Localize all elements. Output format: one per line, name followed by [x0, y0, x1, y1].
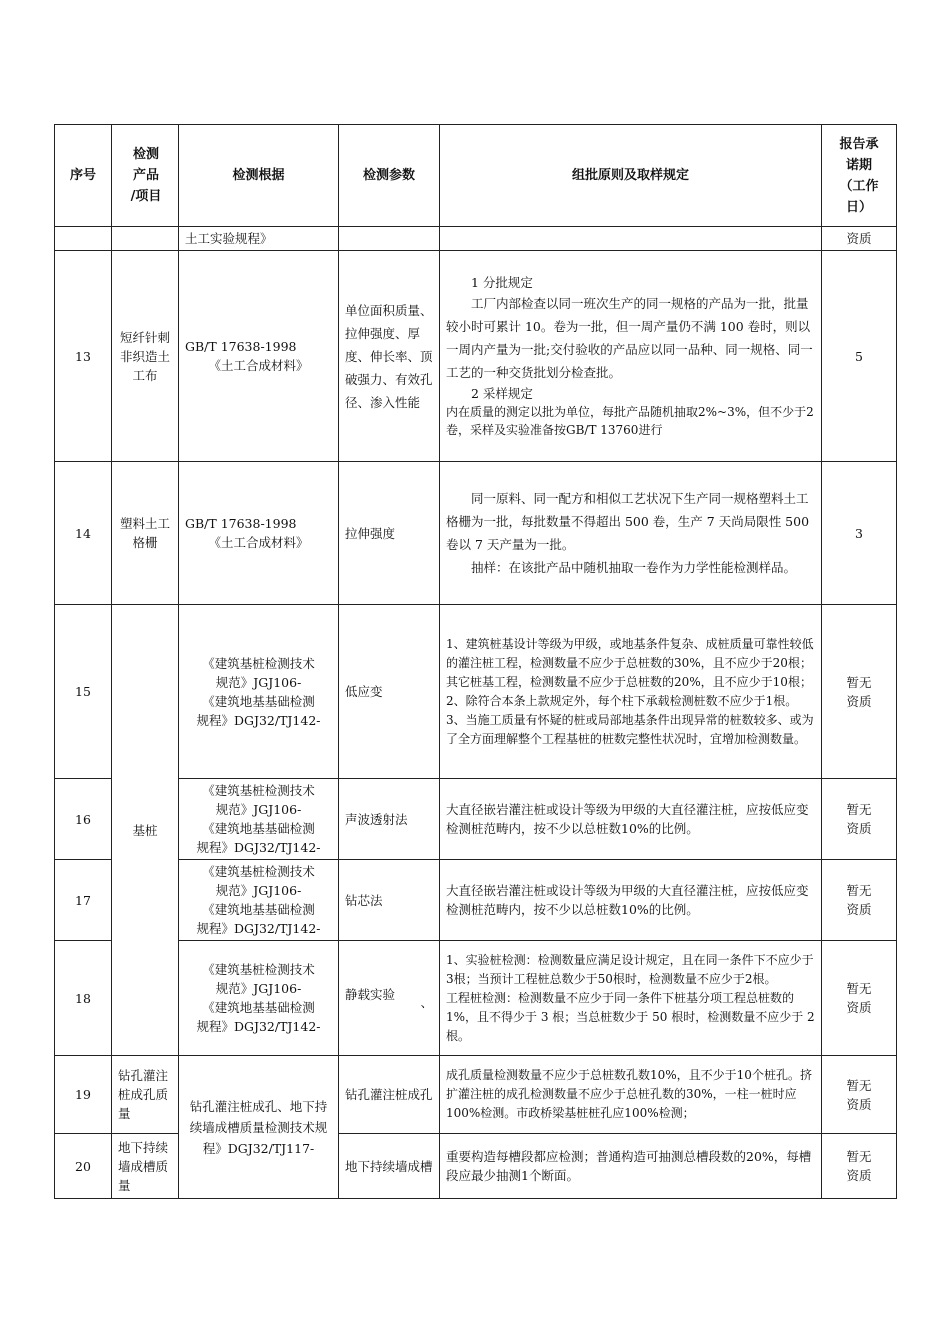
seq-cell: 13: [55, 251, 112, 462]
params-cell: 低应变: [339, 605, 440, 779]
period-cell: 3: [822, 462, 897, 605]
period-cell: 暂无 资质: [822, 860, 897, 941]
product-cell: 地下持续墙成槽质量: [112, 1134, 179, 1199]
period-cell: 暂无 资质: [822, 605, 897, 779]
seq-cell: 20: [55, 1134, 112, 1199]
rule-cell: 同一原料、同一配方和相似工艺状况下生产同一规格塑料土工格栅为一批，每批数量不得超出 500 卷，生产 7 天尚局限性 500 卷以 7 天产量为一批。 抽样：在该批产品中随机抽取一卷作为力学性能检测样品。: [440, 462, 822, 605]
header-seq: 序号: [55, 125, 112, 227]
table-row-13: [55, 251, 897, 462]
period-cell: 暂无 资质: [822, 1056, 897, 1134]
period-cell: 暂无 资质: [822, 941, 897, 1056]
params-cell: 静载实验 、: [339, 941, 440, 1056]
header-basis: 检测根据: [179, 125, 339, 227]
params-cell: 拉伸强度: [339, 462, 440, 605]
basis-cell-shared: 钻孔灌注桩成孔、地下持续墙成槽质量检测技术规程》DGJ32/TJ117-: [179, 1056, 339, 1199]
rule-cell: 成孔质量检测数量不应少于总桩数孔数10%，且不少于10个桩孔。挤扩灌注桩的成孔检测数量不应少于总桩孔数的30%，一柱一桩时应100%检测。市政桥梁基桩桩孔应100%检测；: [440, 1056, 822, 1134]
params-cell: 钻芯法: [339, 860, 440, 941]
seq-cell: 16: [55, 779, 112, 860]
period-cell: 5: [822, 251, 897, 462]
product-cell: 塑料土工格栅: [112, 462, 179, 605]
product-cell: 短纤针刺非织造土工布: [112, 251, 179, 462]
table-row-16: [55, 779, 897, 860]
basis-cell: 土工实验规程》: [179, 227, 339, 251]
table-row-continued: [55, 227, 897, 251]
header-rule: 组批原则及取样规定: [440, 125, 822, 227]
product-cell: 钻孔灌注桩成孔质量: [112, 1056, 179, 1134]
rule-cell: 重要构造每槽段都应检测；普通构造可抽测总槽段数的20%，每槽段应最少抽测1个断面。: [440, 1134, 822, 1199]
inspection-table: [54, 124, 897, 1199]
table-row-14: [55, 462, 897, 605]
basis-cell: 《建筑基桩检测技术 规范》JGJ106- 《建筑地基基础检测 规程》DGJ32/TJ142-: [179, 941, 339, 1056]
rule-cell: 1、建筑桩基设计等级为甲级，或地基条件复杂、成桩质量可靠性较低的灌注桩工程，检测数量不应少于总桩数的30%，且不应少于20根；其它桩基工程，检测数量不应少于总桩数的20%，且不应少于10根； 2、除符合本条上款规定外，每个柱下承载检测桩数不应少于1根。 3、当施工质量有怀疑的桩或局部地基条件出现异常的桩数较多、或为了全方面理解整个工程基桩的桩数完整性状况时，宜增加检测数量。: [440, 605, 822, 779]
params-cell: 单位面积质量、拉伸强度、厚度、伸长率、顶破强力、有效孔径、渗入性能: [339, 251, 440, 462]
seq-cell: 18: [55, 941, 112, 1056]
rule-cell: 大直径嵌岩灌注桩或设计等级为甲级的大直径灌注桩，应按低应变检测桩范畴内，按不少以总桩数10%的比例。: [440, 860, 822, 941]
header-period: 报告承 诺期 （工作 日）: [822, 125, 897, 227]
basis-cell: GB/T 17638-1998 《土工合成材料》: [179, 462, 339, 605]
seq-cell: 19: [55, 1056, 112, 1134]
params-mark: 、: [420, 994, 433, 1010]
table-row-19: [55, 1056, 897, 1134]
basis-cell: 《建筑基桩检测技术 规范》JGJ106- 《建筑地基基础检测 规程》DGJ32/TJ142-: [179, 860, 339, 941]
product-cell-pile: 基桩: [112, 605, 179, 1056]
rule-cell: 1 分批规定 工厂内部检查以同一班次生产的同一规格的产品为一批，批量较小时可累计 10。卷为一批，但一周产量仍不满 100 卷时，则以一周内产量为一批;交付验收的产品应以同一品种、同一规格、同一工艺的一种交货批划分检查批。 2 采样规定 内在质量的测定以批为单位，每批产品随机抽取2%~3%，但不少于2卷，采样及实验准备按GB/T 13760进行: [440, 251, 822, 462]
seq-cell: 14: [55, 462, 112, 605]
table-row-15: [55, 605, 897, 779]
seq-cell: 15: [55, 605, 112, 779]
params-cell: 钻孔灌注桩成孔: [339, 1056, 440, 1134]
seq-cell: 17: [55, 860, 112, 941]
header-params: 检测参数: [339, 125, 440, 227]
rule-cell: 1、实验桩检测：检测数量应满足设计规定，且在同一条件下不应少于3根；当预计工程桩总数少于50根时，检测数量不应少于2根。 工程桩检测：检测数量不应少于同一条件下桩基分项工程总桩数的 1%，且不得少于 3 根；当总桩数少于 50 根时，检测数量不应少于 2 根。: [440, 941, 822, 1056]
basis-cell: 《建筑基桩检测技术 规范》JGJ106- 《建筑地基基础检测 规程》DGJ32/TJ142-: [179, 779, 339, 860]
basis-cell: 《建筑基桩检测技术 规范》JGJ106- 《建筑地基基础检测 规程》DGJ32/TJ142-: [179, 605, 339, 779]
header-product: 检测 产品 /项目: [112, 125, 179, 227]
params-cell: 地下持续墙成槽: [339, 1134, 440, 1199]
params-cell: 声波透射法: [339, 779, 440, 860]
table-row-18: [55, 941, 897, 1056]
period-cell: 暂无 资质: [822, 1134, 897, 1199]
table-row-17: [55, 860, 897, 941]
basis-cell: GB/T 17638-1998 《土工合成材料》: [179, 251, 339, 462]
header-row: [55, 125, 897, 227]
period-cell: 资质: [822, 227, 897, 251]
rule-cell: 大直径嵌岩灌注桩或设计等级为甲级的大直径灌注桩，应按低应变检测桩范畴内，按不少以总桩数10%的比例。: [440, 779, 822, 860]
period-cell: 暂无 资质: [822, 779, 897, 860]
